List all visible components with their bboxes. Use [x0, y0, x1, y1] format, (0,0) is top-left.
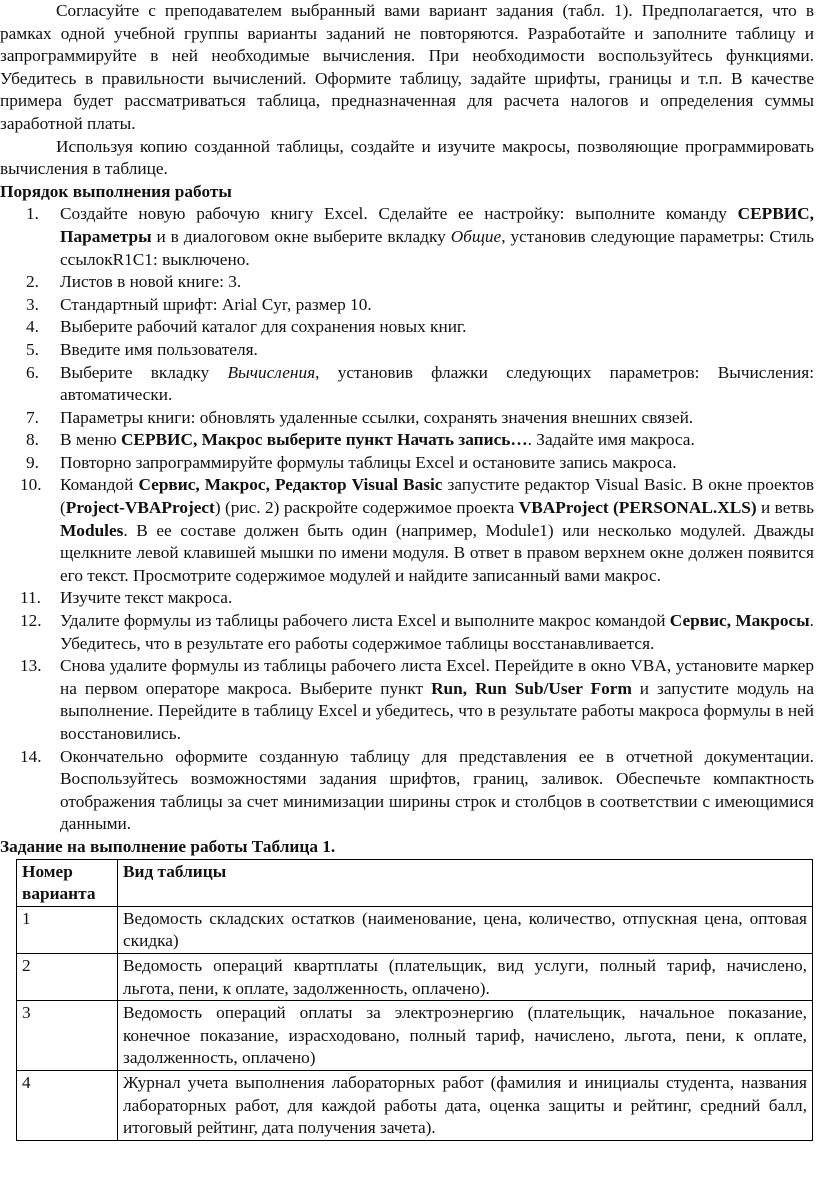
step-3: 3. Стандартный шрифт: Arial Cyr, размер 10. [26, 294, 372, 314]
step-8: 8. В меню СЕРВИС, Макрос выберите пункт Начать запись…. Задайте имя макроса. [26, 430, 695, 450]
variant-number: 2 [17, 953, 118, 1000]
procedure-steps-list [0, 203, 814, 836]
table-row [17, 953, 813, 1000]
table-row [17, 1001, 813, 1071]
variants-table [16, 859, 813, 1141]
procedure-heading: Порядок выполнения работы [0, 181, 232, 201]
variant-number: 4 [17, 1070, 118, 1140]
step-11: 11. Изучите текст макроса. [20, 588, 233, 608]
step-14: 14. Окончательно оформите созданную таблицу для представления ее в отчетной документации. Воспользуйтесь возможностями задания шрифтов, границ, заливок. Обеспечьте компактность отображения таблицы за счет минимизации ширины строк и столбцов в соответствии с имеющимися данными. [20, 746, 814, 834]
step-4: 4. Выберите рабочий каталог для сохранения новых книг. [26, 317, 467, 337]
step-7: 7. Параметры книги: обновлять удаленные ссылки, сохранять значения внешних связей. [26, 407, 694, 427]
table-row [17, 1070, 813, 1140]
variant-description: Ведомость операций оплаты за электроэнергию (плательщик, начальное показание, конечное показание, израсходовано, полный тариф, начислено, льгота, пени, к оплате, задолженность, оплачено) [118, 1001, 813, 1071]
variant-description: Ведомость операций квартплаты (плательщик, вид услуги, полный тариф, начислено, льгота, пени, к оплате, задолженность, оплачено). [118, 953, 813, 1000]
header-table-type: Вид таблицы [118, 859, 813, 906]
variant-number: 3 [17, 1001, 118, 1071]
step-2: 2. Листов в новой книге: 3. [26, 272, 242, 292]
step-6: 6. Выберите вкладку Вычисления, установив флажки следующих параметров: Вычисления: автоматически. [26, 362, 814, 405]
intro-paragraph-2: Используя копию созданной таблицы, создайте и изучите макросы, позволяющие программировать вычисления в таблице. [0, 136, 814, 179]
variant-number: 1 [17, 906, 118, 953]
step-1: 1. Создайте новую рабочую книгу Excel. Сделайте ее настройку: выполните команду СЕРВИС, Параметры и в диалоговом окне выберите вкладку Общие, установив следующие параметры: Стиль ссылокR1C1: выключено. [26, 204, 814, 269]
step-10: 10. Командой Сервис, Макрос, Редактор Visual Basic запустите редактор Visual Basic. В окне проектов (Project-VBAProject) (рис. 2) раскройте содержимое проекта VBAProject (PERSONAL.XLS) и ветвь Modules. В ее составе должен быть один (например, Module1) или несколько модулей. Дважды щелкните левой клавишей мышки по имени модуля. В ответ в правом верхнем окне должен появится его текст. Просмотрите содержимое модулей и найдите записанный вами макрос. [20, 475, 815, 585]
step-9: 9. Повторно запрограммируйте формулы таблицы Excel и остановите запись макроса. [26, 452, 677, 472]
header-variant-number: Номер варианта [17, 859, 118, 906]
step-13: 13. Снова удалите формулы из таблицы рабочего листа Excel. Перейдите в окно VBA, установите маркер на первом операторе макроса. Выберите пункт Run, Run Sub/User Form и запустите модуль на выполнение. Перейдите в таблицу Excel и убедитесь, что в результате работы макроса формулы в ней восстановились. [20, 656, 814, 743]
step-12: 12. Удалите формулы из таблицы рабочего листа Excel и выполните макрос командой Сервис, Макросы. Убедитесь, что в результате его работы содержимое таблицы восстанавливается. [20, 611, 814, 653]
table-row [17, 906, 813, 953]
variant-description: Журнал учета выполнения лабораторных работ (фамилия и инициалы студента, названия лабораторных работ, для каждой работы дата, оценка защиты и рейтинг, средний балл, итоговый рейтинг, дата получения зачета). [118, 1070, 813, 1140]
step-5: 5. Введите имя пользователя. [26, 339, 258, 359]
variant-description: Ведомость складских остатков (наименование, цена, количество, отпускная цена, оптовая скидка) [118, 906, 813, 953]
intro-paragraph-1: Согласуйте с преподавателем выбранный вами вариант задания (табл. 1). Предполагается, что в рамках одной учебной группы варианты заданий не повторяются. Разработайте и заполните таблицу и запрограммируйте в ней необходимые вычисления. При необходимости воспользуйтесь функциями. Убедитесь в правильности вычислений. Оформите таблицу, задайте шрифты, границы и т.п. В качестве примера будет рассматриваться таблица, предназначенная для расчета налогов и определения суммы заработной платы. [0, 1, 814, 133]
table-caption: Задание на выполнение работы Таблица 1. [0, 836, 336, 856]
table-header-row [17, 859, 813, 906]
